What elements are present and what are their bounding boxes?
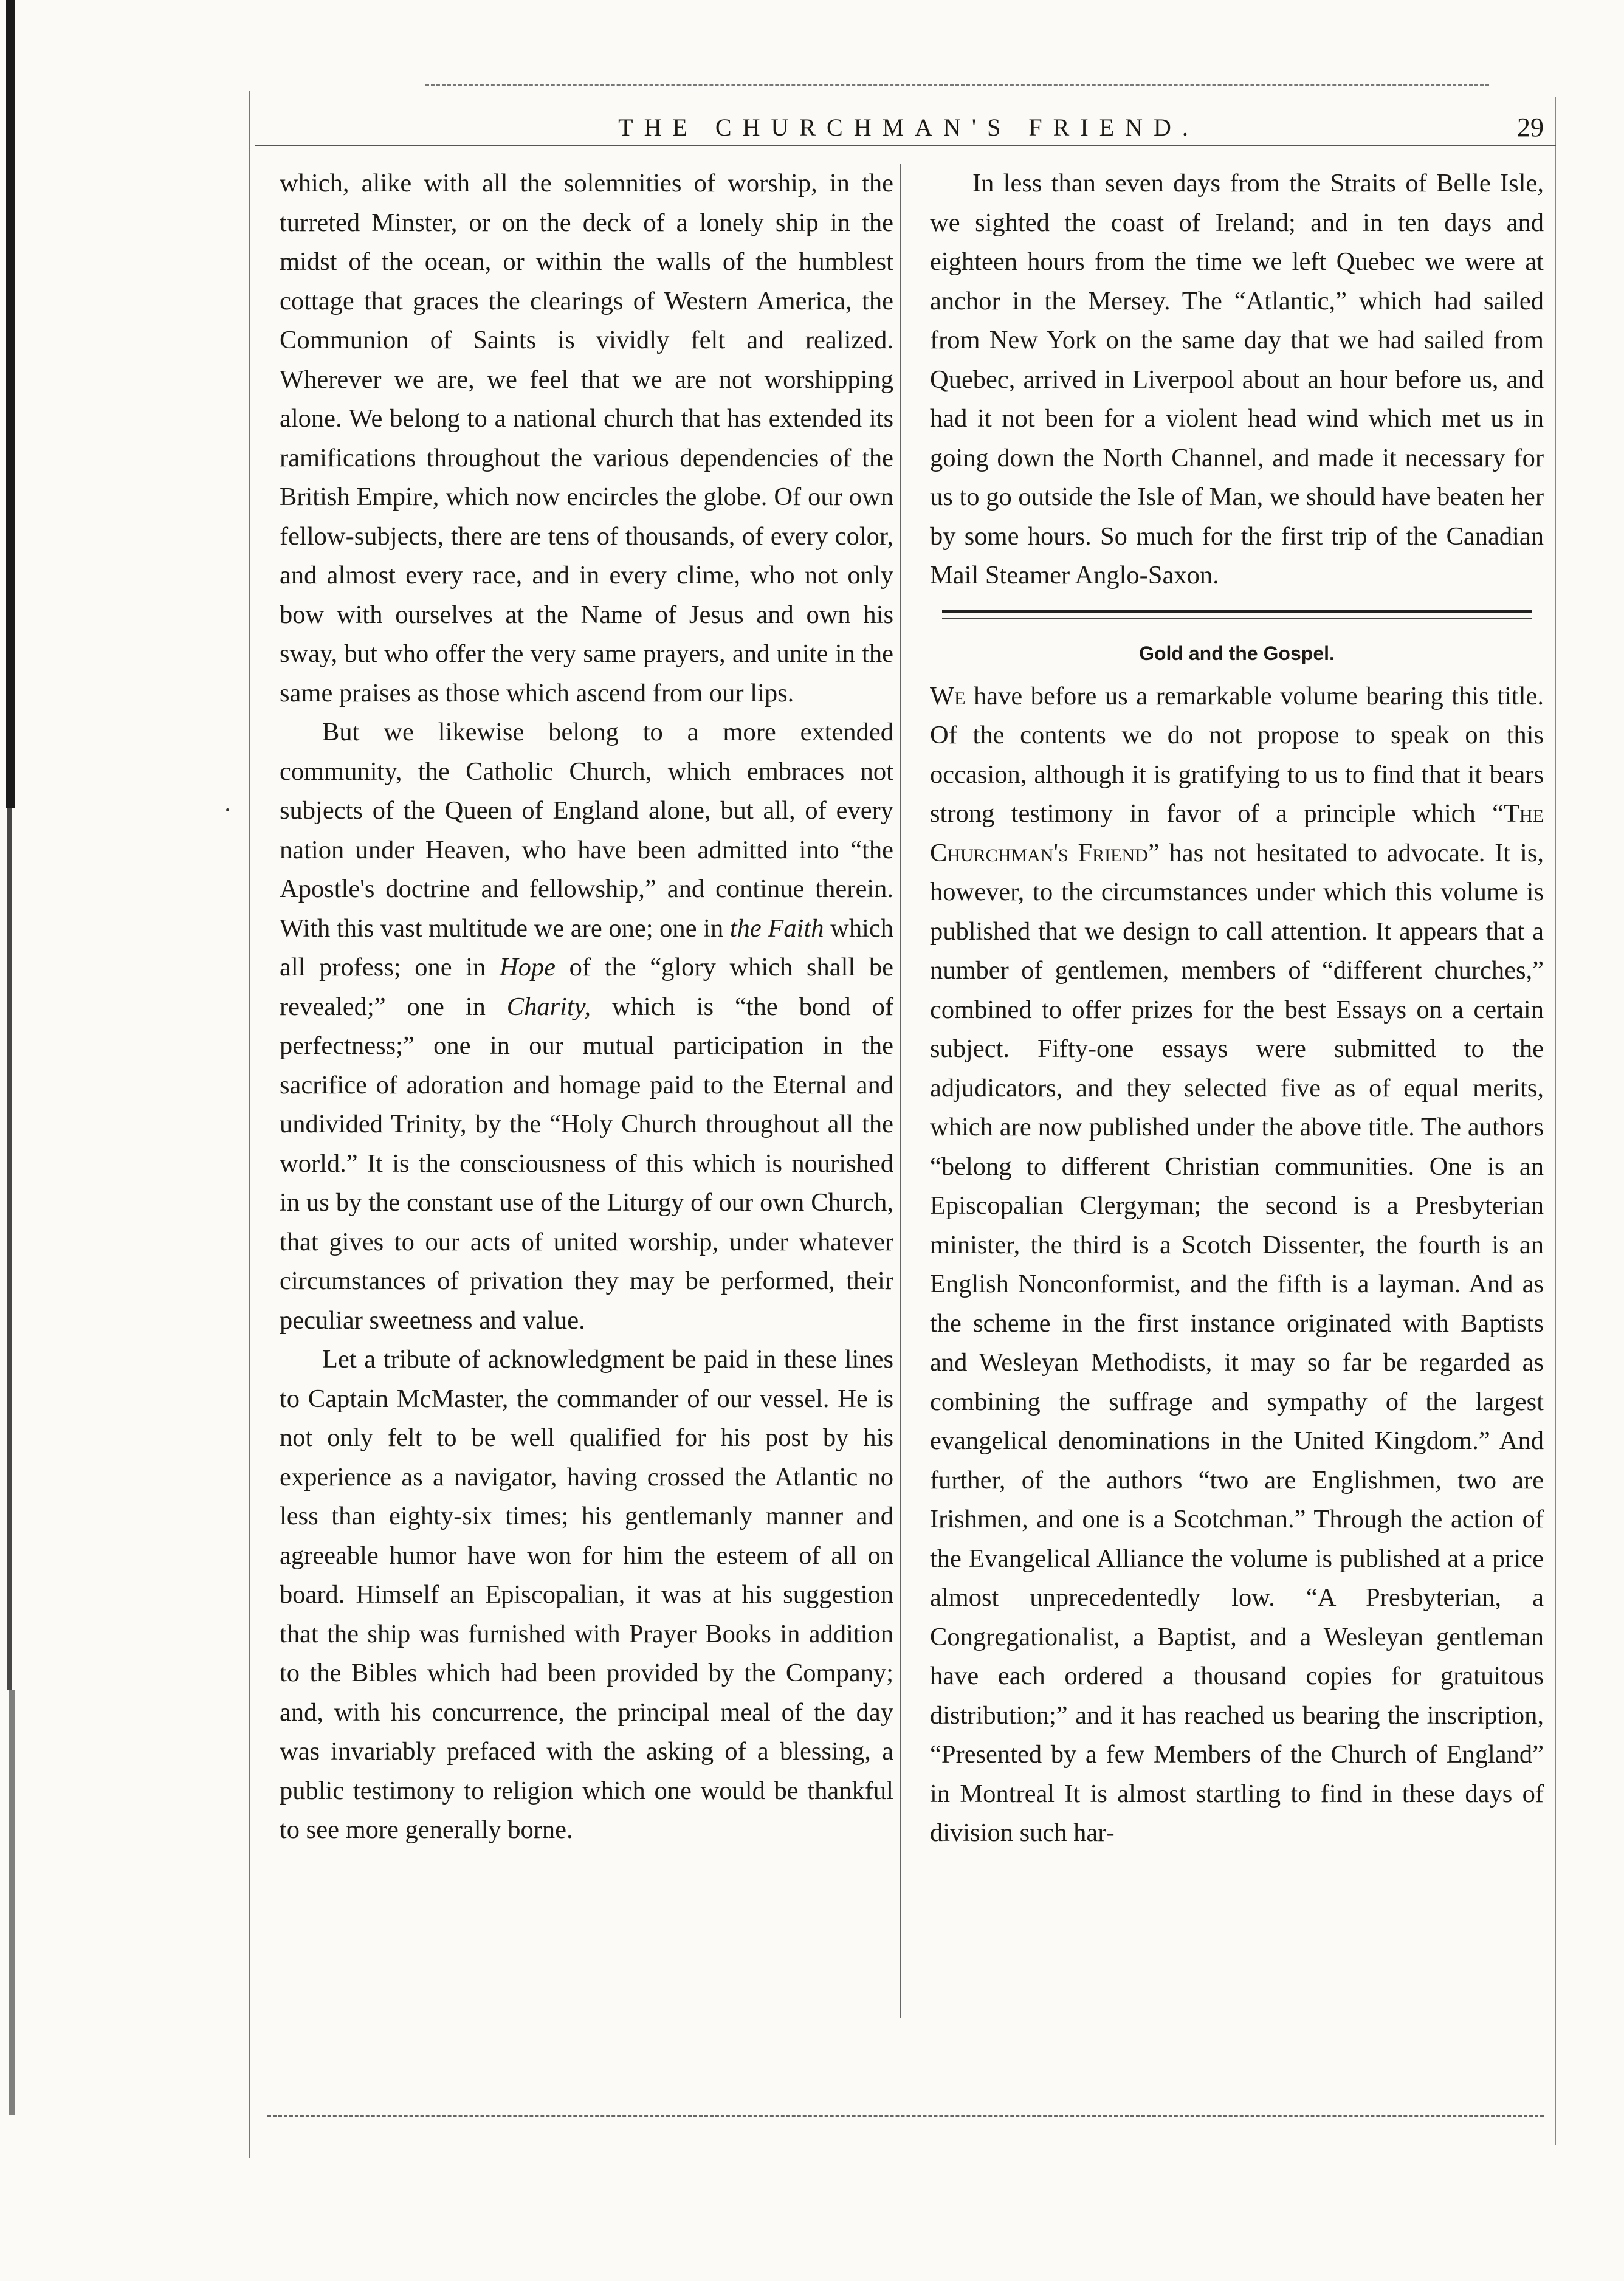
page-left-rule (249, 91, 250, 2158)
page (243, 73, 1556, 2188)
left-column (280, 164, 893, 1850)
margin-speck (226, 808, 229, 811)
text-run: ” has not hesitated to advocate. It is, however, to the circumstances under which this volume is published that we design to call attention. It appears that a number of gentlemen, members of “different churches,” combined to offer prizes for the best Essays on a certain subject. Fifty-one essays were submitted to the adjudicators, and they selected five as of equal merits, which are now published under the above title. The authors “belong to different Christian communities. One is an Episcopalian Clergyman; the second is a Presbyterian minister, the third is a Scotch Dissenter, the fourth is an English Nonconformist, and the fifth is a layman. And as the scheme in the first instance originated with Baptists and Wesleyan Methodists, it may so far be regarded as combining the suffrage and sympathy of the largest evangelical denominations in the United Kingdom.” And further, of the authors “two are Englishmen, two are Irishmen, and one is a Scotchman.” Through the action of the Evangelical Alliance the volume is published at a price almost unprecedentedly low. “A Presbyterian, a Congregationalist, a Baptist, and a Wesleyan gentleman have each ordered a thousand copies for gratuitous distribution;” and it has reached us bearing the inscription, “Presented by a few Members of the Church of England” in Montreal It is almost startling to find in these days of division such har- (930, 838, 1544, 1847)
text-run: which all profess; one in (280, 913, 893, 982)
header-rule (255, 145, 1556, 146)
left-paragraph-2 (280, 713, 893, 1340)
right-column (930, 164, 1544, 1853)
running-title: THE CHURCHMAN'S FRIEND. (618, 114, 1199, 141)
text-run: of the “glory which shall be revealed;” one in (280, 953, 893, 1021)
section-divider-rule (942, 610, 1532, 619)
italic-faith: the Faith (729, 913, 824, 943)
text-run: But we likewise belong to a more extended community, the Catholic Church, which embraces not subjects of the Queen of England alone, but all, of every nation under Heaven, who have been admitted into “the Apostle's doctrine and fellowship,” and continue therein. With this vast multitude we are one; one in (280, 718, 893, 943)
top-scan-artifact (425, 84, 1489, 86)
binding-edge (6, 0, 15, 808)
text-run: which is “the bond of perfectness;” one in our mutual participation in the sacrifice of adoration and homage paid to the Eternal and undivided Trinity, by the “Holy Church throughout all the world.” It is the consciousness of this which is nourished in us by the constant use of the Liturgy of our own Church, that gives to our acts of united worship, under whatever circumstances of privation they may be performed, their peculiar sweetness and value. (280, 992, 893, 1335)
text-run: have before us a remarkable volume bearing this title. Of the contents we do not propose to speak on this occasion, although it is gratifying to us to find that it bears strong testimony in favor of a principle which “ (930, 681, 1544, 828)
italic-hope: Hope (499, 953, 556, 982)
section-heading: Gold and the Gospel. (1139, 642, 1335, 664)
left-paragraph-1: which, alike with all the solemnities of worship, in the turreted Minster, or on the deck of a lonely ship in the midst of the ocean, or within the walls of the humblest cottage that graces the clearings of Western America, the Communion of Saints is vividly felt and realized. Wherever we are, we feel that we are not worshipping alone. We belong to a national church that has extended its ramifications throughout the various dependencies of the British Empire, which now encircles the globe. Of our own fellow-subjects, there are tens of thousands, of every color, and almost every race, and in every clime, who not only bow with ourselves at the Name of Jesus and own his sway, but who offer the very same prayers, and unite in the same praises as those which ascend from our lips. (280, 169, 893, 707)
page-right-rule (1555, 97, 1556, 2145)
right-paragraph-2 (930, 677, 1544, 1853)
binding-edge-fade (9, 1690, 15, 2115)
right-paragraph-1: In less than seven days from the Straits of Belle Isle, we sighted the coast of Ireland; and in ten days and eighteen hours from the time we left Quebec we were at anchor in the Mersey. The “Atlantic,” which had sailed from New York on the same day that we had sailed from Quebec, arrived in Liverpool about an hour before us, and had it not been for a violent head wind which met us in going down the North Channel, and made it necessary for us to go outside the Isle of Man, we should have beaten her by some hours. So much for the first trip of the Canadian Mail Steamer Anglo-Saxon. (930, 169, 1544, 590)
column-divider (900, 164, 901, 2018)
binding-edge-shadow (7, 808, 12, 1690)
italic-charity: Charity, (506, 992, 591, 1021)
page-number: 29 (1517, 112, 1544, 142)
journal-name: The Churchman's Friend (930, 799, 1544, 867)
bottom-scan-artifact (267, 2115, 1544, 2117)
left-paragraph-3: Let a tribute of acknowledgment be paid in these lines to Captain McMaster, the commander of our vessel. He is not only felt to be well qualified for his post by his experience as a navigator, having crossed the Atlantic no less than eighty-six times; his gentlemanly manner and agreeable humor have won for him the esteem of all on board. Himself an Episcopalian, it was at his suggestion that the ship was furnished with Prayer Books in addition to the Bibles which had been provided by the Company; and, with his concurrence, the principal meal of the day was invariably prefaced with the asking of a blessing, a public testimony to religion which one would be thankful to see more generally borne. (280, 1345, 893, 1844)
lead-word: We (930, 681, 966, 710)
